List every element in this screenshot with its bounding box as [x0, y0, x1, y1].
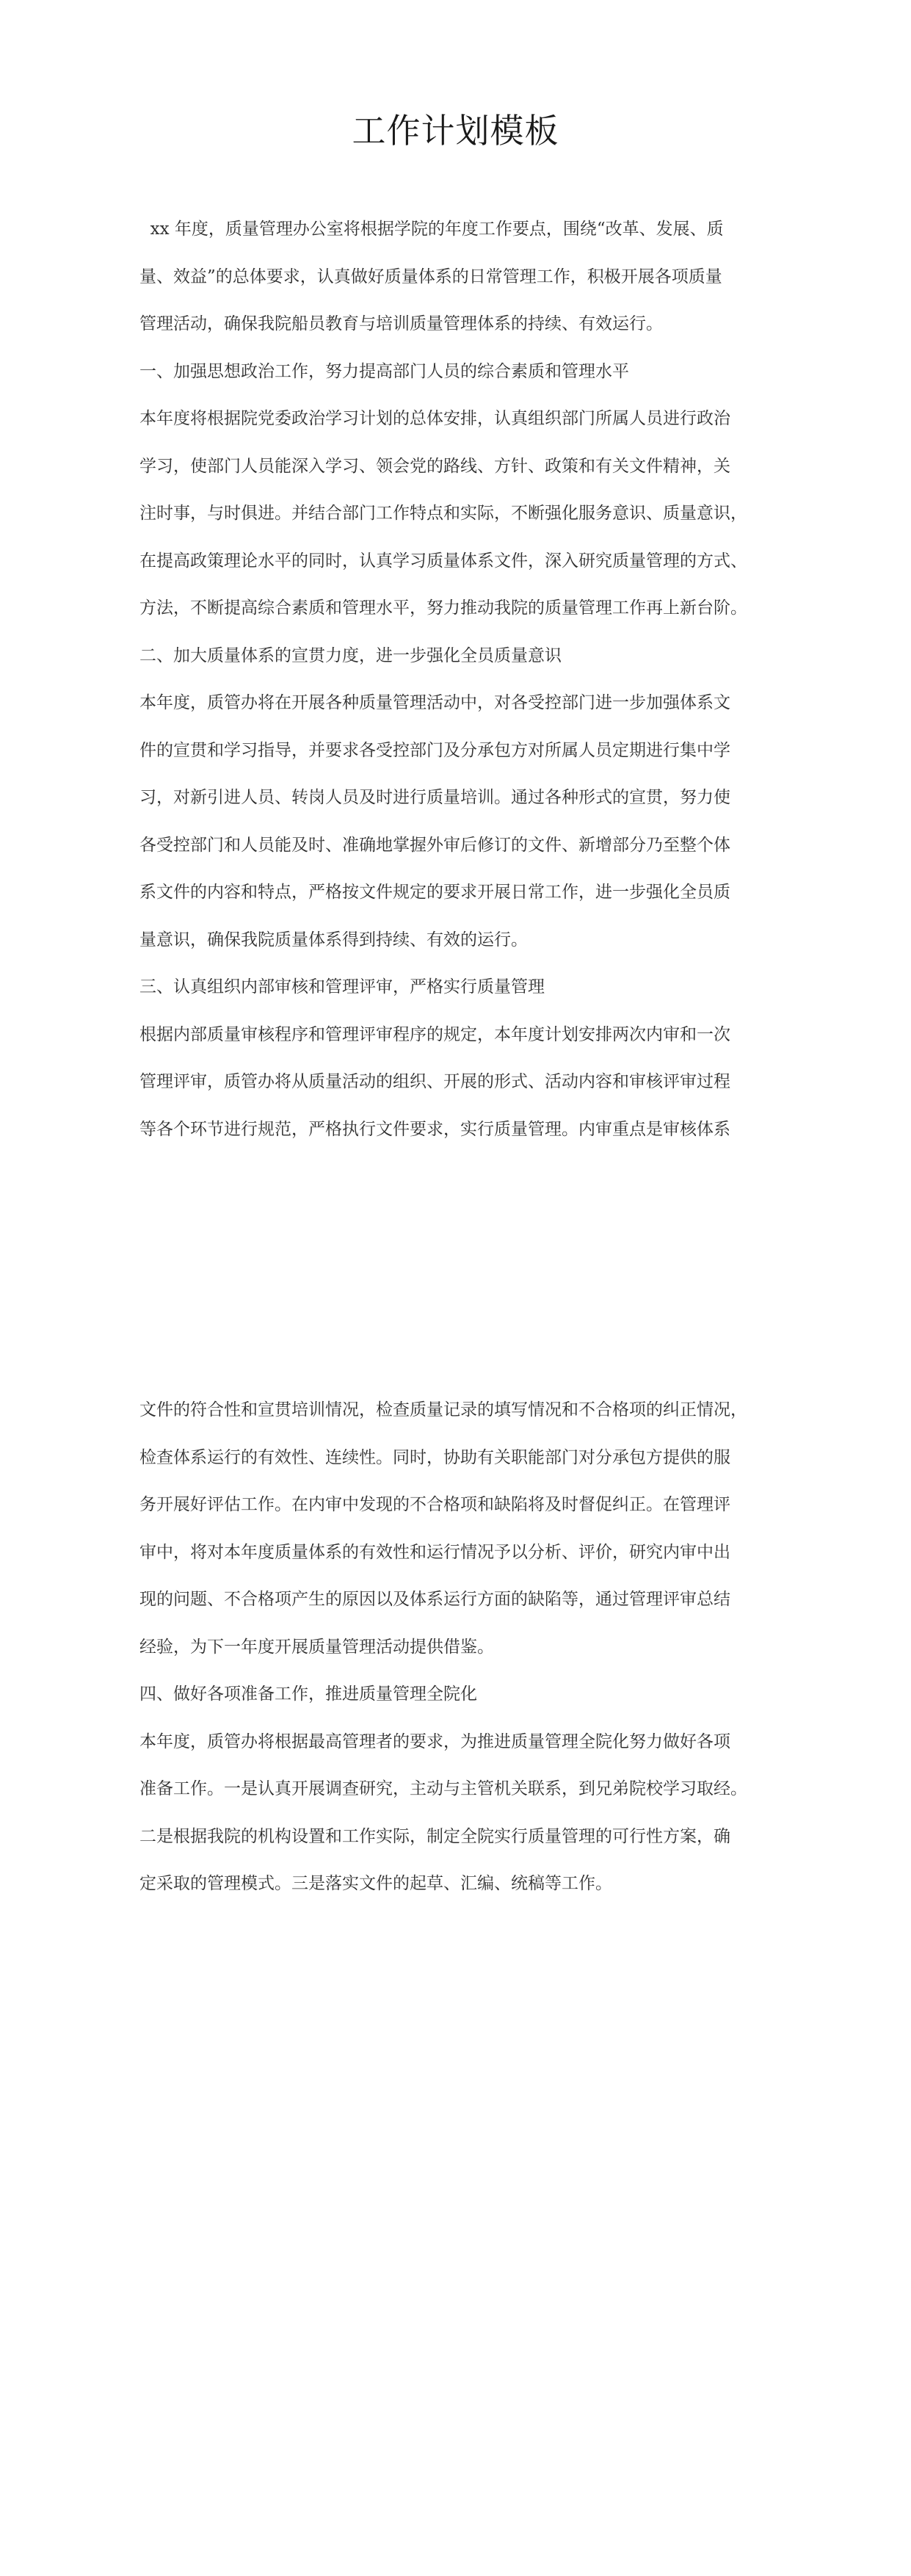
text-line: xx 年度，质量管理办公室将根据学院的年度工作要点，围绕“改革、发展、质 — [139, 220, 724, 239]
body-text-part-1 — [139, 206, 785, 1153]
text-line: 管理评审，质管办将从质量活动的组织、开展的形式、活动内容和审核评审过程 — [139, 1072, 730, 1091]
section-heading-4: 四、做好各项准备工作，推进质量管理全院化 — [139, 1685, 477, 1704]
section-heading-2: 二、加大质量体系的宣贯力度，进一步强化全员质量意识 — [139, 645, 562, 665]
text-line: 检查体系运行的有效性、连续性。同时，协助有关职能部门对分承包方提供的服 — [139, 1447, 730, 1467]
text-line: 在提高政策理论水平的同时，认真学习质量体系文件，深入研究质量管理的方式、 — [139, 551, 747, 571]
text-line: 准备工作。一是认真开展调查研究，主动与主管机关联系，到兄弟院校学习取经。 — [139, 1779, 747, 1798]
text-line: 本年度将根据院党委政治学习计划的总体安排，认真组织部门所属人员进行政治 — [139, 409, 730, 428]
text-line: 方法，不断提高综合素质和管理水平，努力推动我院的质量管理工作再上新台阶。 — [139, 598, 747, 618]
text-line: 本年度，质管办将在开展各种质量管理活动中，对各受控部门进一步加强体系文 — [139, 693, 730, 712]
body-text-part-2 — [139, 1386, 785, 1908]
text-line: 等各个环节进行规范，严格执行文件要求，实行质量管理。内审重点是审核体系 — [139, 1119, 730, 1139]
section-heading-3: 三、认真组织内部审核和管理评审，严格实行质量管理 — [139, 977, 545, 996]
document-title: 工作计划模板 — [352, 111, 559, 151]
text-line: 文件的符合性和宣贯培训情况，检查质量记录的填写情况和不合格项的纠正情况， — [139, 1400, 747, 1419]
text-line: 定采取的管理模式。三是落实文件的起草、汇编、统稿等工作。 — [139, 1874, 612, 1893]
text-line: 注时事，与时俱进。并结合部门工作特点和实际，不断强化服务意识、质量意识， — [139, 504, 747, 523]
text-line: 根据内部质量审核程序和管理评审程序的规定，本年度计划安排两次内审和一次 — [139, 1024, 730, 1044]
text-line: 二是根据我院的机构设置和工作实际，制定全院实行质量管理的可行性方案，确 — [139, 1826, 730, 1846]
text-line: 务开展好评估工作。在内审中发现的不合格项和缺陷将及时督促纠正。在管理评 — [139, 1495, 730, 1514]
text-line: 件的宣贯和学习指导，并要求各受控部门及分承包方对所属人员定期进行集中学 — [139, 740, 730, 760]
text-line: 审中，将对本年度质量体系的有效性和运行情况予以分析、评价，研究内审中出 — [139, 1542, 730, 1562]
section-heading-1: 一、加强思想政治工作，努力提高部门人员的综合素质和管理水平 — [139, 361, 629, 381]
text-line: 学习，使部门人员能深入学习、领会党的路线、方针、政策和有关文件精神，关 — [139, 456, 730, 476]
text-line: 量意识，确保我院质量体系得到持续、有效的运行。 — [139, 930, 528, 949]
text-line: 经验，为下一年度开展质量管理活动提供借鉴。 — [139, 1637, 494, 1657]
text-line: 管理活动，确保我院船员教育与培训质量管理体系的持续、有效运行。 — [139, 314, 663, 333]
text-line: 本年度，质管办将根据最高管理者的要求，为推进质量管理全院化努力做好各项 — [139, 1732, 730, 1751]
text-line: 现的问题、不合格项产生的原因以及体系运行方面的缺陷等，通过管理评审总结 — [139, 1590, 730, 1609]
text-line: 各受控部门和人员能及时、准确地掌握外审后修订的文件、新增部分乃至整个体 — [139, 835, 730, 855]
text-line: 系文件的内容和特点，严格按文件规定的要求开展日常工作，进一步强化全员质 — [139, 883, 730, 902]
text-line: 量、效益”的总体要求，认真做好质量体系的日常管理工作，积极开展各项质量 — [139, 267, 722, 286]
text-line: 习，对新引进人员、转岗人员及时进行质量培训。通过各种形式的宣贯，努力使 — [139, 788, 730, 807]
